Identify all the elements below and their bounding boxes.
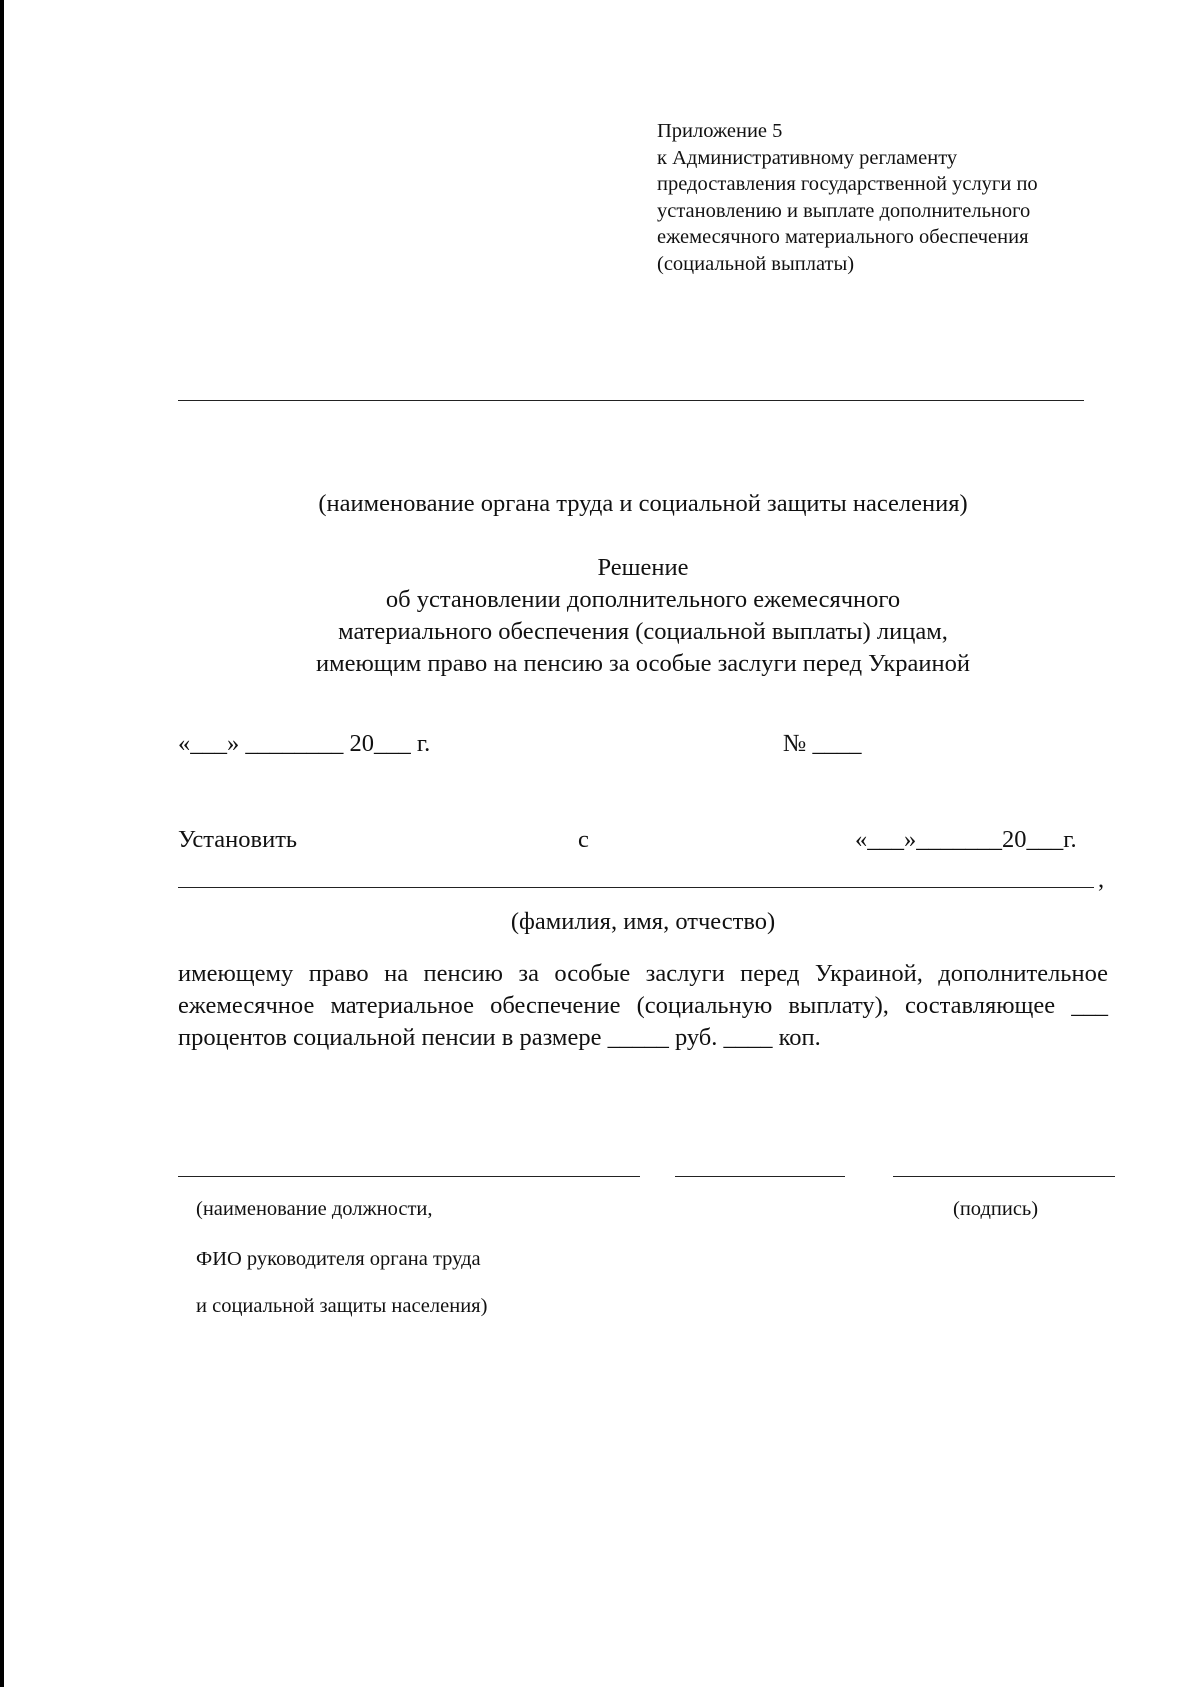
decision-title: Решение: [597, 554, 689, 581]
position-caption-line: ФИО руководителя органа труда: [196, 1248, 481, 1270]
establish-label: Установить: [178, 826, 298, 853]
position-caption-line: и социальной защиты населения): [196, 1295, 488, 1317]
signature-blank-line: [893, 1176, 1115, 1177]
fio-comma: ,: [1098, 866, 1105, 893]
appendix-line: предоставления государственной услуги по: [657, 173, 1038, 195]
decision-subtitle-line: материального обеспечения (социальной выплаты) лицам,: [338, 618, 948, 645]
fio-blank-line: [178, 887, 1094, 888]
appendix-line: к Административному регламенту: [657, 146, 958, 169]
establish-from-label: с: [578, 826, 589, 853]
appendix-line: ежемесячного материального обеспечения: [657, 226, 1029, 248]
decision-subtitle-line: об установлении дополнительного ежемесячного: [385, 586, 901, 613]
establish-date-field: «___»_______20___г.: [855, 826, 1077, 853]
decision-number-field: № ____: [783, 730, 862, 757]
org-name-blank-line: [178, 400, 1084, 401]
position-caption-line: (наименование должности,: [196, 1198, 433, 1220]
appendix-line: Приложение 5: [657, 120, 783, 142]
signature-caption: (подпись): [953, 1198, 1039, 1220]
fio-caption: (фамилия, имя, отчество): [510, 908, 776, 935]
appendix-line: установлению и выплате дополнительного: [657, 199, 1031, 222]
position-blank-line: [178, 1176, 640, 1177]
decision-body-paragraph: имеющему право на пенсию за особые заслуги перед Украиной, дополнительное ежемесячное материальное обеспечение (социальную выплату), составляющее ___ процентов социальной пенсии в размере _____ руб. ____ коп.: [178, 960, 1108, 1051]
decision-date-field: «___» ________ 20___ г.: [178, 730, 431, 757]
middle-blank-line: [675, 1176, 845, 1177]
org-name-caption: (наименование органа труда и социальной защиты населения): [318, 490, 968, 517]
appendix-header: [657, 118, 1127, 277]
page-left-edge: [0, 0, 4, 1687]
decision-title-block: [178, 552, 1108, 680]
decision-subtitle-line: имеющим право на пенсию за особые заслуги перед Украиной: [316, 650, 970, 677]
appendix-line: (социальной выплаты): [657, 252, 855, 275]
